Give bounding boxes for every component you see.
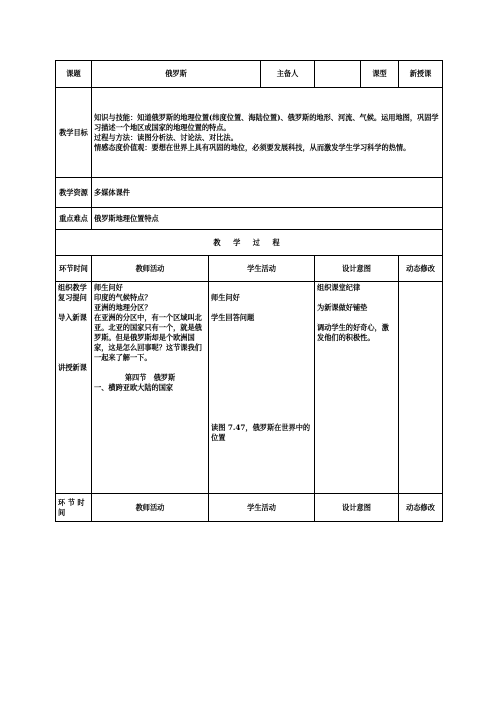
footer-design-header: 设计意图 [315,494,399,522]
design-intent-cell [315,282,399,494]
stage-intro: 导入新课 [58,313,87,322]
subsection-heading: 一、横跨亚欧大陆的国家 [94,383,174,392]
stage-cell [56,282,92,494]
topic-value: 俄罗斯 [92,61,261,88]
keypoints-label: 重点难点 [56,208,92,230]
process-title-row [56,230,443,256]
teacher-activity-cell [92,282,209,494]
col-design-header: 设计意图 [315,256,399,282]
teacher-question-regions: 亚洲的地理分区？ [94,303,152,312]
footer-teacher-header: 教师活动 [92,494,209,522]
col-student-header: 学生活动 [209,256,315,282]
lesson-plan-table [55,60,443,522]
stage-teach: 讲授新课 [58,363,87,372]
design-motivation: 调动学生的好奇心，激发他们的积极性。 [317,323,389,342]
objective-attitude: 情感态度价值观：要想在世界上具有巩固的地位，必须要发展科技，从而激发学生学习科学的热情。 [94,142,411,152]
preparer-value [315,61,361,88]
keypoints-value: 俄罗斯地理位置特点 [92,208,443,230]
col-dynamic-header: 动态修改 [399,256,443,282]
student-activity-cell [209,282,315,494]
footer-dynamic-header: 动态修改 [399,494,443,522]
lesson-type-value: 新授课 [399,61,443,88]
footer-columns-row [56,494,443,522]
stage-organize: 组织教学 [58,283,87,292]
col-teacher-header: 教师活动 [92,256,209,282]
topic-label: 课题 [56,61,92,88]
keypoints-row [56,208,443,230]
lesson-type-label: 课型 [361,61,399,88]
student-answer: 学生回答问题 [211,313,255,322]
objective-process: 过程与方法：读图分析法、讨论法、对比法。 [94,132,238,142]
teacher-intro-text: 在亚洲的分区中，有一个区域叫北亚。北亚的国家只有一个，就是俄罗斯。但是俄罗斯却是个欧洲国家，这是怎么回事呢？这节课我们一起来了解一下。 [94,313,202,362]
objectives-row [56,88,443,178]
student-read-map: 读图 7.47，俄罗斯在世界中的位置 [211,423,311,442]
resources-row [56,178,443,208]
columns-header-row [56,256,443,282]
objective-knowledge: 知识与技能：知道俄罗斯的地理位置(纬度位置、海陆位置)、俄罗斯的地形、河流、气候。运用地图，巩固学习描述一个地区或国家的地理位置的特点。 [94,112,439,132]
student-greeting: 师生问好 [211,293,240,302]
objectives-content [92,88,443,178]
resources-label: 教学资源 [56,178,92,208]
footer-stage-header: 环 节 时 间 [56,494,92,522]
objectives-label: 教学目标 [56,88,92,178]
resources-value: 多媒体课件 [92,178,443,208]
dynamic-change-cell [399,282,443,494]
stage-review: 复习提问 [58,293,87,302]
footer-student-header: 学生活动 [209,494,315,522]
teacher-greeting: 师生问好 [94,283,123,292]
design-discipline: 组织课堂纪律 [317,283,361,292]
section-heading: 第四节 俄罗斯 [124,373,176,382]
preparer-label: 主备人 [261,61,315,88]
content-row [56,282,443,494]
design-preparation: 为新课做好铺垫 [317,303,368,312]
col-stage-header: 环节时间 [56,256,92,282]
header-row [56,61,443,88]
teacher-question-climate: 印度的气候特点？ [94,293,152,302]
process-title: 教 学 过 程 [56,230,443,256]
